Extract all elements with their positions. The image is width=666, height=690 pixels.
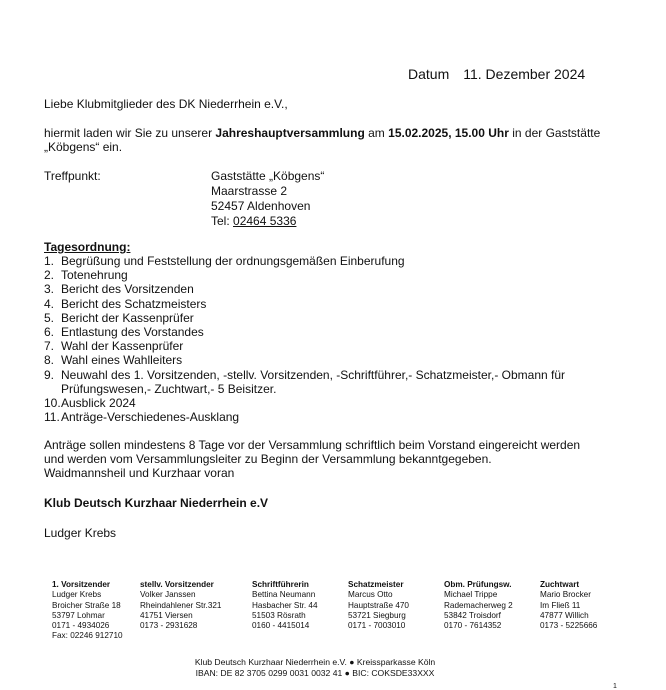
event-date-time: 15.02.2025, 15.00 Uhr <box>388 126 509 140</box>
agenda-item-number: 11. <box>44 410 60 425</box>
board-member-secretary <box>252 580 318 631</box>
closing-paragraph <box>44 438 580 480</box>
agenda-item-number: 8. <box>44 353 55 368</box>
board-member-exam-officer <box>444 580 513 631</box>
board-line: Broicher Straße 18 <box>52 600 121 610</box>
agenda-item <box>44 297 601 311</box>
board-line: Hauptstraße 470 <box>348 600 409 610</box>
board-line: Mario Brocker <box>540 590 591 600</box>
board-line: Ludger Krebs <box>52 590 102 600</box>
agenda-list <box>44 254 601 424</box>
board-line: 0171 - 7003010 <box>348 621 406 631</box>
footer-line: Klub Deutsch Kurzhaar Niederrhein e.V. ● Kreissparkasse Köln <box>194 657 436 667</box>
agenda-item <box>44 410 601 424</box>
board-line: Rheindahlener Str.321 <box>140 600 222 610</box>
board-line: 0173 - 5225666 <box>540 621 598 631</box>
closing-line: Waidmannsheil und Kurzhaar voran <box>44 466 235 480</box>
board-line: 51503 Rösrath <box>252 610 306 620</box>
agenda-item <box>44 254 601 268</box>
board-line: Volker Janssen <box>140 590 196 600</box>
club-name: Klub Deutsch Kurzhaar Niederrhein e.V <box>44 496 269 510</box>
board-line: Hasbacher Str. 44 <box>252 600 318 610</box>
board-role: stellv. Vorsitzender <box>140 580 214 589</box>
agenda-item <box>44 339 601 353</box>
letter-date <box>408 66 585 82</box>
agenda-item-number: 1. <box>44 254 55 268</box>
intro-part2: am <box>364 126 389 140</box>
board-role: Zuchtwart <box>540 580 580 589</box>
agenda-item <box>44 282 601 296</box>
board-member-vice-chair <box>140 580 221 631</box>
agenda-item-number: 9. <box>44 367 55 382</box>
agenda-item <box>44 368 601 396</box>
board-line: Marcus Otto <box>348 590 393 600</box>
board-line: Rademacherweg 2 <box>444 600 513 610</box>
board-line: 47877 Willich <box>540 610 589 620</box>
agenda-item-text: Begrüßung und Feststellung der ordnungsgemäßen Einberufung <box>61 254 405 268</box>
closing-line: Anträge sollen mindestens 8 Tage vor der Versammlung schriftlich beim Vorstand eingereicht werden <box>44 438 581 452</box>
agenda-title: Tagesordnung: <box>44 240 131 254</box>
board-role: Schatzmeister <box>348 580 404 589</box>
event-name: Jahreshauptversammlung <box>215 126 365 140</box>
footer-line: IBAN: DE 82 3705 0299 0031 0032 41 ● BIC: COKSDE33XXX <box>195 668 435 678</box>
agenda-item-number: 2. <box>44 268 55 283</box>
intro-line2: „Köbgens“ ein. <box>44 140 123 154</box>
board-line: Im Fließ 11 <box>540 600 581 610</box>
venue-city: 52457 Aldenhoven <box>211 199 311 213</box>
agenda-item-text: Ausblick 2024 <box>61 396 136 411</box>
invitation-text <box>44 126 600 154</box>
board-line: 53721 Siegburg <box>348 610 406 620</box>
venue-phone <box>211 214 324 229</box>
agenda-item-number: 6. <box>44 325 55 340</box>
agenda-item-text: Wahl eines Wahlleiters <box>61 353 183 368</box>
board-line: 0173 - 2931628 <box>140 621 198 631</box>
greeting: Liebe Klubmitglieder des DK Niederrhein e.V., <box>44 97 288 111</box>
board-line: Fax: 02246 912710 <box>52 631 123 641</box>
board-line: 53842 Troisdorf <box>444 610 501 620</box>
agenda-item <box>44 325 601 339</box>
date-value: 11. Dezember 2024 <box>463 66 586 82</box>
intro-part3: in der Gaststätte <box>508 126 601 140</box>
agenda-item-number: 4. <box>44 296 55 311</box>
agenda-item-number: 7. <box>44 339 55 354</box>
bank-footer <box>0 657 630 679</box>
board-line: 0170 - 7614352 <box>444 621 502 631</box>
agenda-item-text: Anträge-Verschiedenes-Ausklang <box>61 410 240 425</box>
agenda-item-number: 10. <box>44 396 61 411</box>
board-member-treasurer <box>348 580 409 631</box>
agenda-item-text: Entlastung des Vorstandes <box>61 325 204 340</box>
meeting-point-label: Treffpunkt: <box>44 169 101 183</box>
closing-line: und werden vom Versammlungsleiter zu Beginn der Versammlung bekanntgegeben. <box>44 452 492 466</box>
agenda-item-number: 3. <box>44 282 55 297</box>
agenda-item-number: 5. <box>44 310 55 325</box>
board-member-chair <box>52 580 123 642</box>
agenda-item-text: Bericht der Kassenprüfer <box>61 310 194 325</box>
phone-number: 02464 5336 <box>233 214 297 228</box>
date-label: Datum <box>408 66 450 82</box>
agenda-item-text: Neuwahl des 1. Vorsitzenden, -stellv. Vorsitzenden, -Schriftführer,- Schatzmeister,- Obmann für Prüfungswesen,- Zuchtwart,- 5 Beisitzer. <box>61 367 566 396</box>
board-line: Bettina Neumann <box>252 590 316 600</box>
board-role: Obm. Prüfungsw. <box>444 580 512 589</box>
agenda-item-text: Bericht des Schatzmeisters <box>61 296 207 311</box>
board-line: 0171 - 4934026 <box>52 621 110 631</box>
agenda-item-text: Wahl der Kassenprüfer <box>61 339 184 354</box>
agenda-item-text: Bericht des Vorsitzenden <box>61 282 194 297</box>
page-number: 1 <box>613 683 617 690</box>
agenda-item <box>44 396 601 410</box>
signer-name: Ludger Krebs <box>44 526 117 540</box>
agenda-item <box>44 311 601 325</box>
board-line: Michael Trippe <box>444 590 498 600</box>
board-line: 41751 Viersen <box>140 610 193 620</box>
board-role: 1. Vorsitzender <box>52 580 111 589</box>
venue-address <box>211 169 324 229</box>
board-member-breeding-warden <box>540 580 597 631</box>
board-line: 53797 Lohmar <box>52 610 105 620</box>
board-role: Schriftführerin <box>252 580 309 589</box>
intro-part1: hiermit laden wir Sie zu unserer <box>44 126 216 140</box>
board-line: 0160 - 4415014 <box>252 621 310 631</box>
venue-street: Maarstrasse 2 <box>211 184 288 198</box>
phone-label: Tel: <box>211 214 234 228</box>
agenda-item-text: Totenehrung <box>61 268 128 283</box>
venue-name: Gaststätte „Köbgens“ <box>211 169 325 183</box>
agenda-item <box>44 353 601 367</box>
agenda-item <box>44 268 601 282</box>
